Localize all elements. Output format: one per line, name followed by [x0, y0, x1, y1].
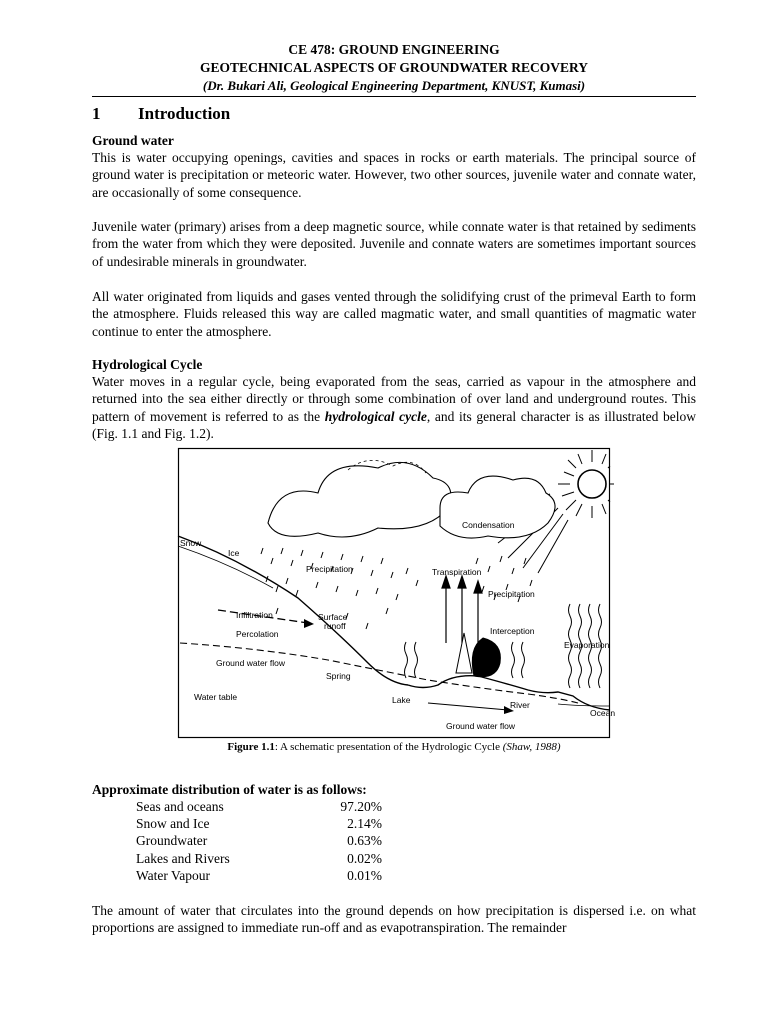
distribution-value: 2.14%: [347, 816, 382, 832]
label-precipitation-left: Precipitation: [306, 564, 353, 574]
closing-paragraph: The amount of water that circulates into the ground depends on how precipitation is dispersed i.e. on what proportions are assigned to immediate run-off and as evapotranspiration. The remainder: [92, 903, 696, 936]
label-percolation: Percolation: [236, 629, 279, 639]
label-ice: Ice: [228, 548, 240, 558]
caption-source: (Shaw, 1988): [502, 741, 561, 753]
label-ground-water-flow-bottom: Ground water flow: [446, 721, 515, 731]
distribution-row: [136, 867, 436, 884]
label-ocean: Ocean: [590, 708, 616, 718]
label-ground-water-flow: Ground water flow: [216, 658, 285, 668]
distribution-row: [136, 815, 436, 832]
label-spring: Spring: [326, 671, 351, 681]
hydro-text-end: , and its general character is as illustrated below (Fig. 1.1 and Fig. 1.2).: [92, 408, 696, 441]
distribution-label: Groundwater: [136, 833, 208, 849]
ground-water-paragraph-3: All water originated from liquids and gases vented through the solidifying crust of the primeval Earth to form the atmosphere. Fluids released this way are called magmatic water, and small quantities of magmatic water continue to enter the atmosphere.: [92, 289, 696, 339]
header-rule: [92, 96, 696, 97]
caption-text: : A schematic presentation of the Hydrologic Cycle: [274, 741, 503, 753]
label-water-table: Water table: [194, 692, 238, 702]
distribution-value: 0.63%: [347, 833, 382, 849]
label-runoff: runoff: [324, 621, 346, 631]
figure-caption: [92, 741, 696, 753]
label-transpiration: Transpiration: [432, 567, 482, 577]
label-precipitation-right: Precipitation: [488, 589, 535, 599]
distribution-label: Lakes and Rivers: [136, 850, 230, 866]
hydro-text-start: Water moves in a regular cycle, being evaporated from the seas, carried as vapour in the atmosphere and returned into the sea either directly or through some combination of over land and underground routes. This pattern of movement is referred to as the: [92, 374, 696, 424]
author-line: (Dr. Bukari Ali, Geological Engineering Department, KNUST, Kumasi): [202, 78, 586, 93]
ground-water-heading: Ground water: [92, 133, 174, 148]
label-evaporation: Evaporation: [564, 640, 610, 650]
document-title: GEOTECHNICAL ASPECTS OF GROUNDWATER RECOVERY: [199, 60, 589, 75]
distribution-value: 0.02%: [347, 850, 382, 866]
course-title: CE 478: GROUND ENGINEERING: [288, 42, 500, 57]
label-snow: Snow: [180, 538, 202, 548]
section-number: 1: [92, 104, 101, 123]
distribution-list: [136, 798, 436, 884]
distribution-row: [136, 850, 436, 867]
distribution-row: [136, 798, 436, 815]
label-interception: Interception: [490, 626, 535, 636]
label-condensation: Condensation: [462, 520, 515, 530]
label-surface: Surface: [318, 612, 348, 622]
distribution-value: 97.20%: [340, 799, 382, 814]
distribution-label: Seas and oceans: [136, 799, 224, 814]
distribution-row: [136, 832, 436, 849]
label-lake: Lake: [392, 695, 411, 705]
ground-water-paragraph-2: Juvenile water (primary) arises from a deep magnetic source, while connate water is that retained by sediments from the water from which they were deposited. Juvenile and connate waters are sometimes important sources of undesirable minerals in groundwater.: [92, 219, 696, 269]
section-heading: [92, 104, 230, 124]
distribution-value: 0.01%: [347, 867, 382, 883]
label-infiltration: Infiltration: [236, 610, 273, 620]
section-title: Introduction: [138, 104, 231, 123]
label-river: River: [510, 700, 530, 710]
hydro-term: hydrological cycle: [324, 408, 427, 424]
hydrologic-cycle-figure: [178, 448, 616, 738]
ground-water-paragraph-1: This is water occupying openings, cavities and spaces in rocks or earth materials. The principal source of ground water is precipitation or meteoric water. However, two other sources, juvenile water and connate water, are occasionally of some consequence.: [92, 150, 696, 200]
hydrological-cycle-heading: Hydrological Cycle: [92, 357, 203, 372]
distribution-label: Water Vapour: [136, 867, 211, 883]
distribution-heading: Approximate distribution of water is as follows:: [92, 782, 367, 797]
hydrological-cycle-paragraph: [92, 373, 696, 442]
caption-label: Figure 1.1: [227, 741, 275, 753]
distribution-label: Snow and Ice: [136, 816, 210, 832]
